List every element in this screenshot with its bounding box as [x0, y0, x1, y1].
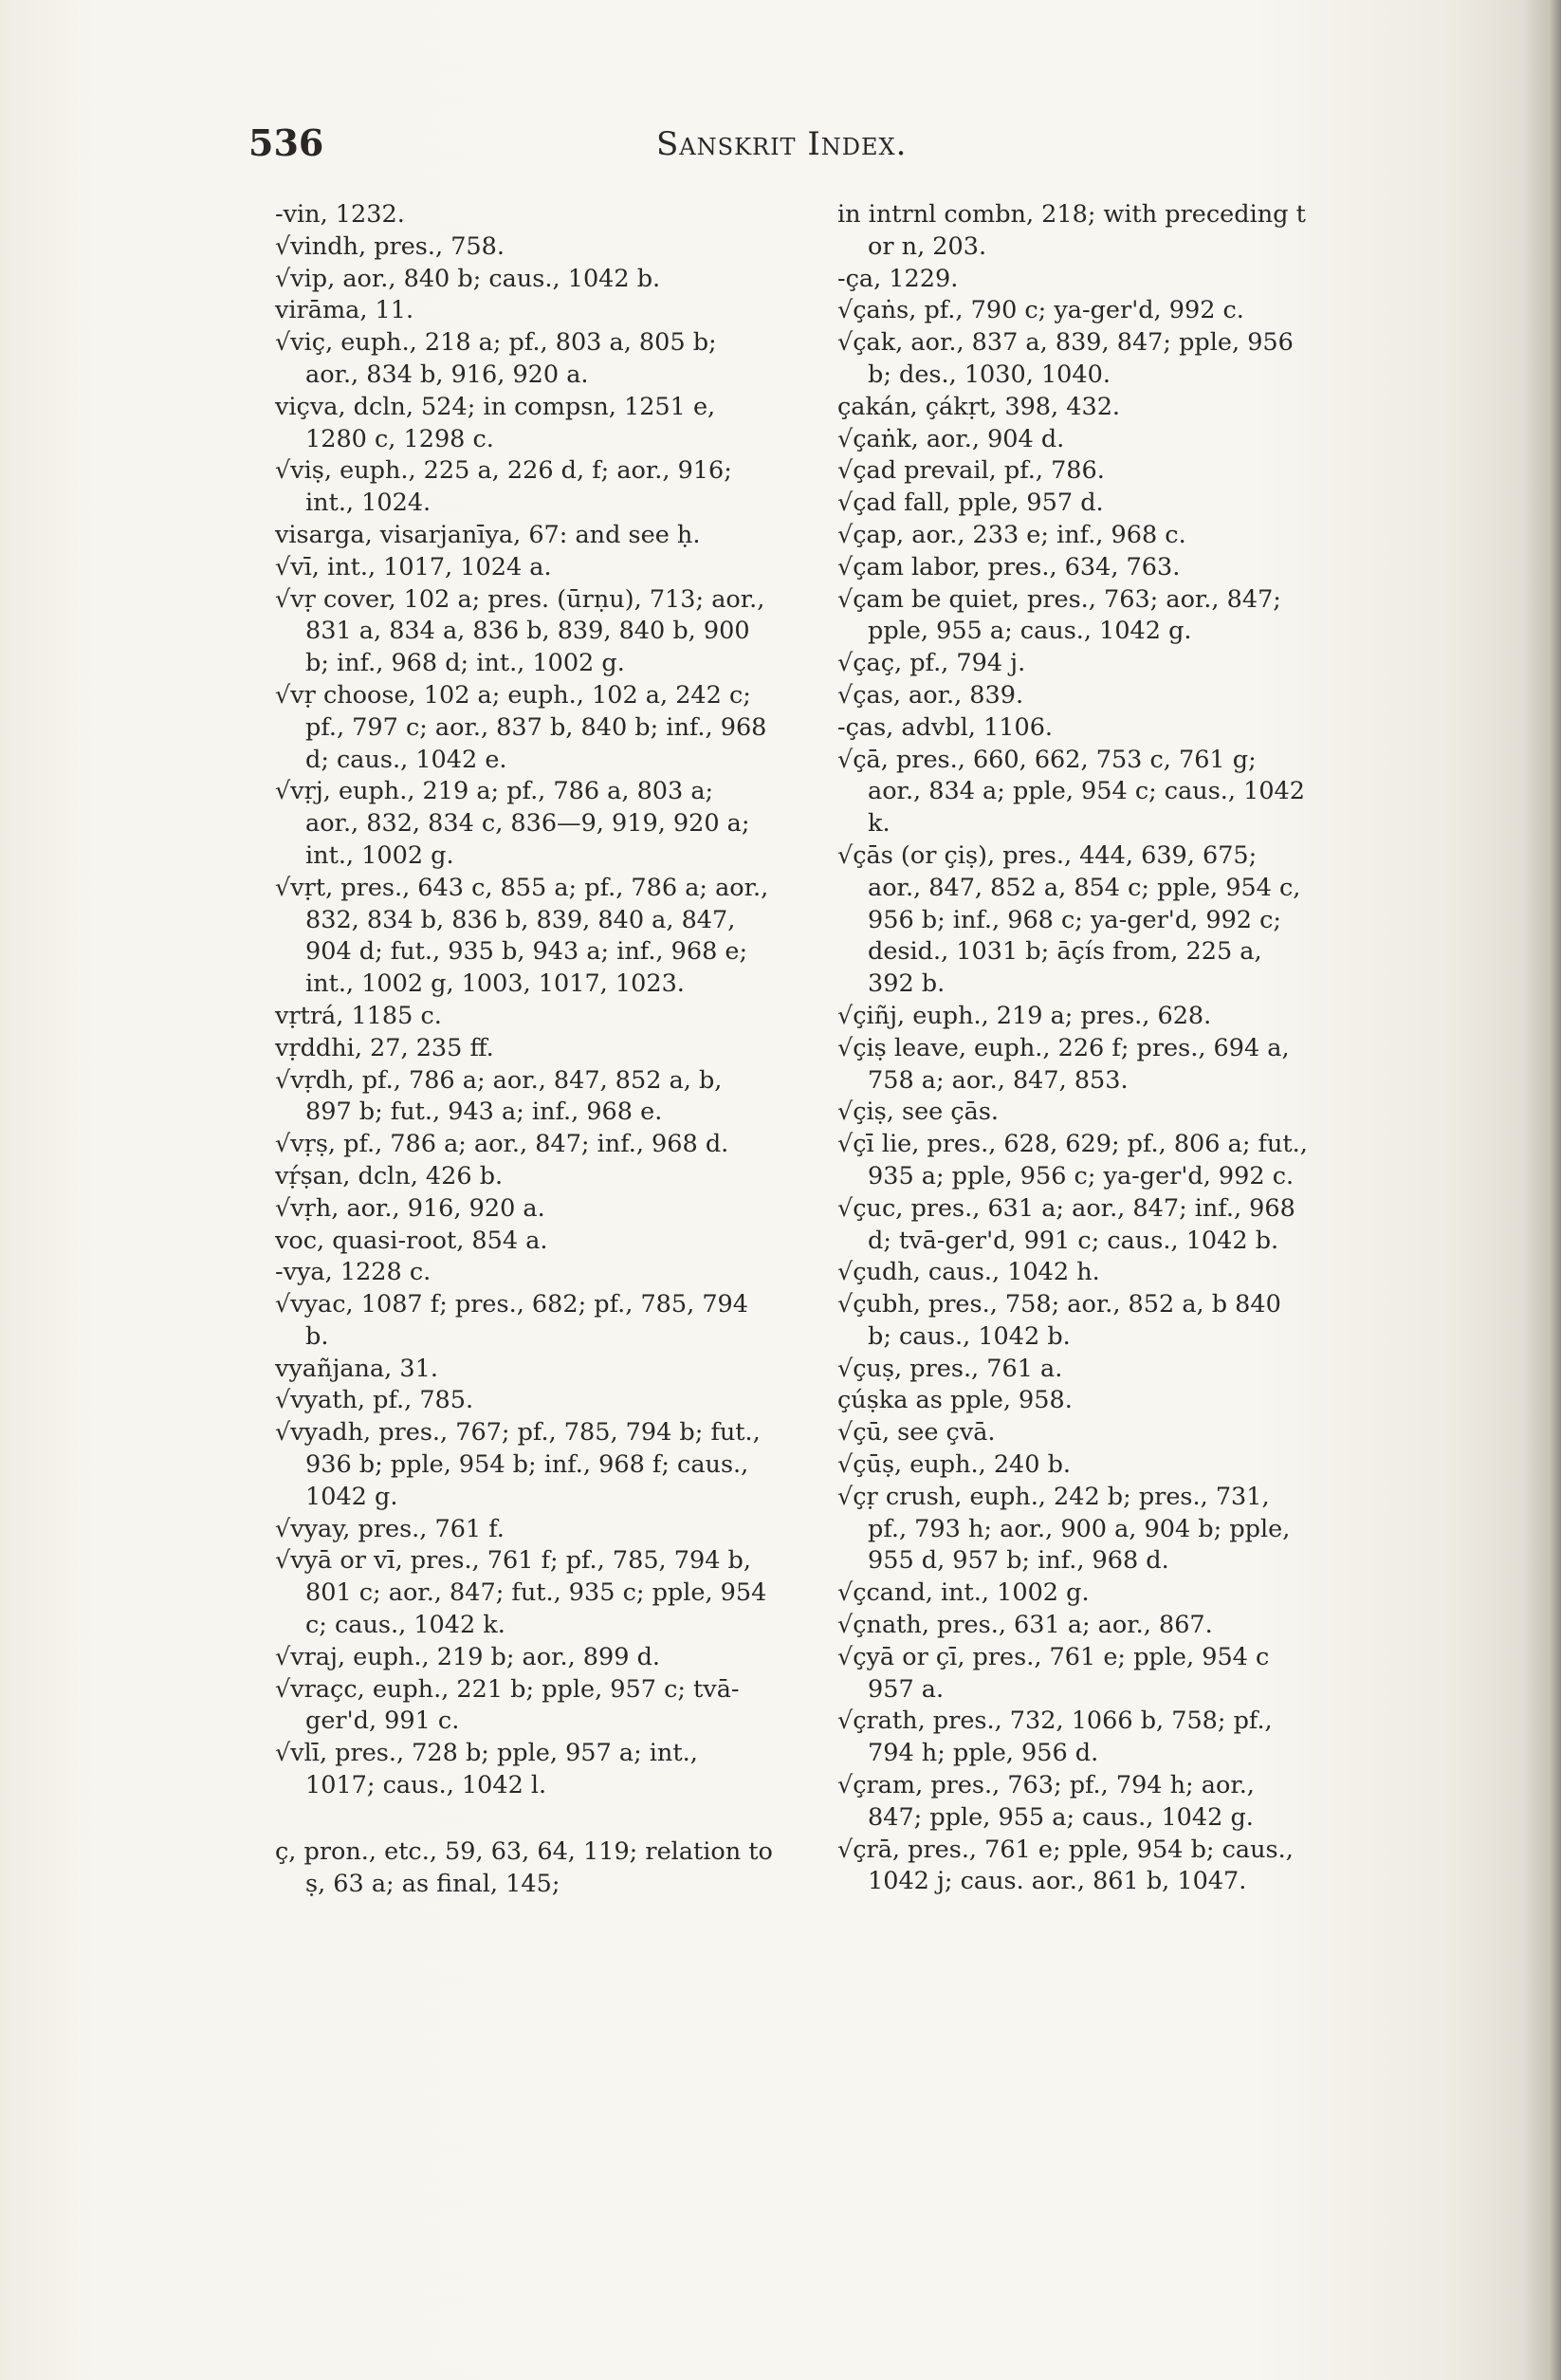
index-entry: √çam labor, pres., 634, 763.	[837, 552, 1181, 581]
index-entry: √çū, see çvā.	[837, 1418, 996, 1448]
index-entry: √viç, euph., 218 a; pf., 803 a, 805 b; aor., 834 b, 916, 920 a.	[275, 328, 717, 389]
index-entry: √çcand, int., 1002 g.	[837, 1578, 1090, 1608]
index-entry: √çubh, pres., 758; aor., 852 a, b 840 b; caus., 1042 b.	[837, 1290, 1281, 1351]
index-entry: virāma, 11.	[275, 296, 414, 325]
index-entry: vṛtrá, 1185 c.	[275, 1001, 442, 1030]
index-entry: √çram, pres., 763; pf., 794 h; aor., 847; pple, 955 a; caus., 1042 g.	[837, 1771, 1255, 1832]
index-entry: √vī, int., 1017, 1024 a.	[275, 552, 552, 581]
index-entry: √vyac, 1087 f; pres., 682; pf., 785, 794 b.	[275, 1290, 748, 1351]
index-entry: √vṛt, pres., 643 c, 855 a; pf., 786 a; aor., 832, 834 b, 836 b, 839, 840 a, 847, 904 d; fut., 935 b, 943 a; inf., 968 e; int., 1002 g, 1003, 1017, 1023.	[275, 873, 769, 999]
index-entry: ç, pron., etc., 59, 63, 64, 119; relation to ṣ, 63 a; as final, 145;	[275, 1836, 773, 1898]
index-entry: √çyā or çī, pres., 761 e; pple, 954 c 957 a.	[837, 1642, 1270, 1704]
index-entry: vyañjana, 31.	[275, 1354, 438, 1383]
index-entry: √vṛ choose, 102 a; euph., 102 a, 242 c; pf., 797 c; aor., 837 b, 840 b; inf., 968 d; caus., 1042 e.	[275, 680, 767, 774]
index-entry: -ças, advbl, 1106.	[837, 712, 1054, 742]
index-entry: √çā, pres., 660, 662, 753 c, 761 g; aor., 834 a; pple, 954 c; caus., 1042 k.	[837, 745, 1306, 839]
index-entry: √vyath, pf., 785.	[275, 1386, 474, 1415]
index-entry: √vyā or vī, pres., 761 f; pf., 785, 794 b, 801 c; aor., 847; fut., 935 c; pple, 954 c; caus., 1042 k.	[275, 1546, 767, 1640]
index-entry: √vyay, pres., 761 f.	[275, 1514, 505, 1543]
index-entry: √çudh, caus., 1042 h.	[837, 1258, 1100, 1287]
index-entry: √çad fall, pple, 957 d.	[837, 489, 1104, 518]
index-entry: -ça, 1229.	[837, 264, 959, 293]
page-header	[248, 121, 1277, 169]
index-entry: √çiṣ, see çās.	[837, 1098, 1000, 1127]
index-entry: √çūṣ, euph., 240 b.	[837, 1450, 1072, 1480]
index-entry: √çās (or çiṣ), pres., 444, 639, 675; aor., 847, 852 a, 854 c; pple, 954 c, 956 b; inf., 968 c; ya-ger'd, 992 c; desid., 1031 b; āçís from, 225 a, 392 b.	[837, 840, 1301, 999]
index-entry: √çuc, pres., 631 a; aor., 847; inf., 968 d; tvā-ger'd, 991 c; caus., 1042 b.	[837, 1193, 1295, 1255]
index-entry: √çṛ crush, euph., 242 b; pres., 731, pf., 793 h; aor., 900 a, 904 b; pple, 955 d, 957 b; inf., 968 d.	[837, 1482, 1291, 1576]
index-entry: √vraçc, euph., 221 b; pple, 957 c; tvā-ger'd, 991 c.	[275, 1674, 740, 1736]
index-entry: √çaṅk, aor., 904 d.	[837, 424, 1065, 453]
index-entry: çúṣka as pple, 958.	[837, 1386, 1073, 1415]
index-entry: √çam be quiet, pres., 763; aor., 847; pple, 955 a; caus., 1042 g.	[837, 584, 1281, 646]
index-entry: √çiṣ leave, euph., 226 f; pres., 694 a, 758 a; aor., 847, 853.	[837, 1033, 1290, 1095]
index-entry: √çap, aor., 233 e; inf., 968 c.	[837, 520, 1186, 549]
index-entry: √çaç, pf., 794 j.	[837, 649, 1026, 678]
index-entry: √vyadh, pres., 767; pf., 785, 794 b; fut., 936 b; pple, 954 b; inf., 968 f; caus., 1042 g.	[275, 1418, 761, 1511]
index-entry: vṛddhi, 27, 235 ff.	[275, 1033, 494, 1062]
section-gap	[275, 1802, 773, 1836]
index-entry: visarga, visarjanīya, 67: and see ḥ.	[275, 520, 701, 549]
index-entry: viçva, dcln, 524; in compsn, 1251 e, 1280 c, 1298 c.	[275, 392, 716, 453]
index-entry: √çrā, pres., 761 e; pple, 954 b; caus., 1042 j; caus. aor., 861 b, 1047.	[837, 1835, 1294, 1896]
index-entry: √çrath, pres., 732, 1066 b, 758; pf., 794 h; pple, 956 d.	[837, 1707, 1273, 1768]
index-entry: vṛ́ṣan, dcln, 426 b.	[275, 1161, 504, 1190]
index-entry: √vraj, euph., 219 b; aor., 899 d.	[275, 1642, 661, 1671]
page-number: 536	[248, 121, 324, 164]
index-entry: √çuṣ, pres., 761 a.	[837, 1354, 1063, 1383]
index-entry: √vṛ cover, 102 a; pres. (ūrṇu), 713; aor., 831 a, 834 a, 836 b, 839, 840 b, 900 b; inf., 968 d; int., 1002 g.	[275, 584, 765, 678]
index-entry: √çnath, pres., 631 a; aor., 867.	[837, 1611, 1213, 1640]
index-entry: √vṛh, aor., 916, 920 a.	[275, 1193, 545, 1223]
index-entry: √çiñj, euph., 219 a; pres., 628.	[837, 1001, 1212, 1030]
index-entry: √çaṅs, pf., 790 c; ya-ger'd, 992 c.	[837, 296, 1244, 325]
index-entry: √vlī, pres., 728 b; pple, 957 a; int., 1017; caus., 1042 l.	[275, 1739, 698, 1800]
index-entry: voc, quasi-root, 854 a.	[275, 1226, 548, 1255]
index-entry: çakán, çákṛt, 398, 432.	[837, 392, 1121, 421]
left-column	[275, 199, 773, 1900]
index-entry: √çak, aor., 837 a, 839, 847; pple, 956 b; des., 1030, 1040.	[837, 328, 1294, 389]
index-entry: √vṛdh, pf., 786 a; aor., 847, 852 a, b, 897 b; fut., 943 a; inf., 968 e.	[275, 1065, 723, 1127]
index-entry: √ças, aor., 839.	[837, 680, 1024, 710]
index-entry: -vya, 1228 c.	[275, 1258, 432, 1287]
running-head: Sanskrit Index.	[656, 125, 908, 163]
index-entry: √vṛj, euph., 219 a; pf., 786 a, 803 a; aor., 832, 834 c, 836—9, 919, 920 a; int., 1002 g.	[275, 777, 750, 870]
index-entry: √vindh, pres., 758.	[275, 231, 505, 261]
index-entry: √vṛṣ, pf., 786 a; aor., 847; inf., 968 d.	[275, 1130, 729, 1159]
index-entry: √çī lie, pres., 628, 629; pf., 806 a; fut., 935 a; pple, 956 c; ya-ger'd, 992 c.	[837, 1130, 1308, 1190]
page-edge-shadow	[1523, 0, 1561, 2380]
index-entry: √viṣ, euph., 225 a, 226 d, f; aor., 916; int., 1024.	[275, 456, 732, 518]
index-entry: √vip, aor., 840 b; caus., 1042 b.	[275, 264, 661, 293]
right-column	[837, 199, 1312, 1898]
index-entry: in intrnl combn, 218; with preceding t or n, 203.	[837, 200, 1306, 261]
index-entry: -vin, 1232.	[275, 200, 405, 229]
index-entry: √çad prevail, pf., 786.	[837, 456, 1105, 486]
